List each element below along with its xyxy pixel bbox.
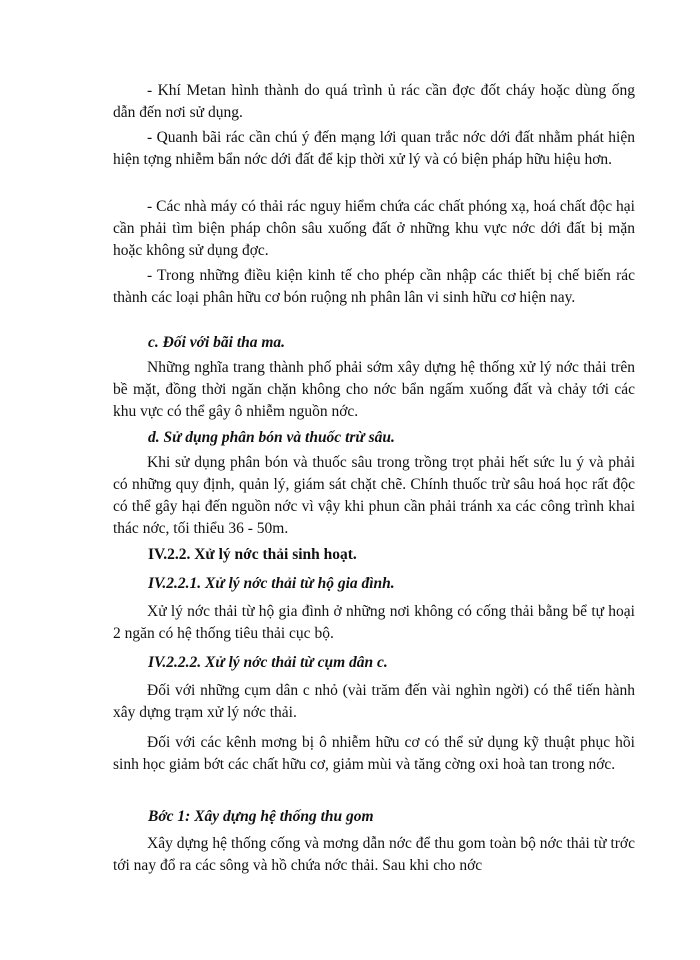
paragraph-canals: Đối với các kênh mơng bị ô nhiễm hữu cơ có thể sử dụng kỹ thuật phục hồi sinh học giảm bớt các chất hữu cơ, giảm mùi và tăng cờng oxi hoà tan trong nớc. [113,734,635,773]
heading-cemetery: c. Đối với bãi tha ma. [148,334,286,351]
paragraph-hazardous-waste: - Các nhà máy có thải rác nguy hiểm chứa các chất phóng xạ, hoá chất độc hại cần phải tìm biện pháp chôn sâu xuống đất ở những khu vực nớc dới đất bị mặn hoặc không sử dụng đợc. [113,198,635,259]
paragraph-pesticide: Khi sử dụng phân bón và thuốc sâu trong trồng trọt phải hết sức lu ý và phải có những quy định, quản lý, giám sát chặt chẽ. Chính thuốc trừ sâu hoá học rất độc có thể gây hại đến nguồn nớc vì vậy khi phun cần phải tránh xa các công trình khai thác nớc, tối thiểu 36 - 50m. [113,454,635,537]
heading-fertilizer-pesticide: d. Sử dụng phân bón và thuốc trừ sâu. [148,429,395,446]
paragraph-methane: - Khí Metan hình thành do quá trình ủ rác cần đợc đốt cháy hoặc dùng ống dẫn đến nơi sử dụng. [113,82,635,121]
paragraph-collection: Xây dựng hệ thống cống và mơng dẫn nớc để thu gom toàn bộ nớc thải từ trớc tới nay đổ ra các sông và hồ chứa nớc thải. Sau khi cho nớc [113,835,635,874]
heading-household-wastewater: IV.2.2.1. Xử lý nớc thải từ hộ gia đình. [148,575,395,592]
paragraph-cemetery: Những nghĩa trang thành phố phải sớm xây dựng hệ thống xử lý nớc thải trên bề mặt, đồng thời ngăn chặn không cho nớc bẩn ngấm xuống đất và chảy tới các khu vực có thể gây ô nhiễm nguồn nớc. [113,359,635,420]
paragraph-monitoring: - Quanh bãi rác cần chú ý đến mạng lới quan trắc nớc dới đất nhằm phát hiện hiện tợng nhiễm bẩn nớc dới đất để kịp thời xử lý và có biện pháp hữu hiệu hơn. [113,129,635,168]
heading-step-1: Bớc 1: Xây dựng hệ thống thu gom [148,808,374,825]
paragraph-household: Xử lý nớc thải từ hộ gia đình ở những nơi không có cống thải bằng bể tự hoại 2 ngăn có hệ thống tiêu thải cục bộ. [113,603,635,642]
paragraph-residential: Đối với những cụm dân c nhỏ (vài trăm đến vài nghìn ngời) có thể tiến hành xây dựng trạm xử lý nớc thải. [113,682,635,721]
heading-residential-wastewater: IV.2.2.2. Xử lý nớc thải từ cụm dân c. [148,654,388,671]
paragraph-organic-fertilizer: - Trong những điều kiện kinh tế cho phép cần nhập các thiết bị chế biến rác thành các loại phân hữu cơ bón ruộng nh phân lân vi sinh hữu cơ hiện nay. [113,267,635,306]
heading-domestic-wastewater: IV.2.2. Xử lý nớc thải sinh hoạt. [148,546,357,563]
